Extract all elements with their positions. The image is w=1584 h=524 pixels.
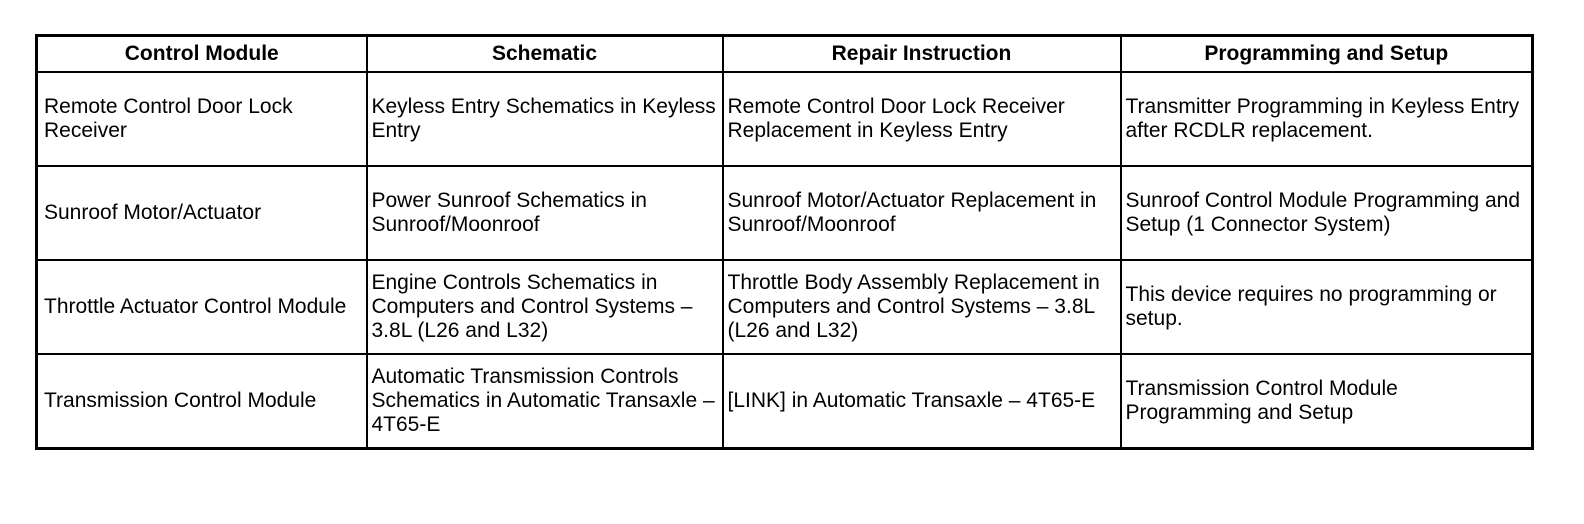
table-row (37, 260, 1533, 354)
cell-control-module: Throttle Actuator Control Module (37, 260, 367, 354)
header-control-module: Control Module (37, 36, 367, 73)
header-programming-and-setup: Programming and Setup (1121, 36, 1533, 73)
cell-schematic: Power Sunroof Schematics in Sunroof/Moonroof (367, 166, 723, 260)
header-repair-instruction: Repair Instruction (723, 36, 1121, 73)
header-schematic: Schematic (367, 36, 723, 73)
cell-control-module: Remote Control Door Lock Receiver (37, 72, 367, 166)
cell-control-module: Transmission Control Module (37, 354, 367, 449)
cell-control-module: Sunroof Motor/Actuator (37, 166, 367, 260)
cell-programming-and-setup: Sunroof Control Module Programming and Setup (1 Connector System) (1121, 166, 1533, 260)
cell-schematic: Keyless Entry Schematics in Keyless Entry (367, 72, 723, 166)
cell-programming-and-setup: This device requires no programming or setup. (1121, 260, 1533, 354)
table-row (37, 354, 1533, 449)
cell-repair-instruction: Throttle Body Assembly Replacement in Computers and Control Systems – 3.8L (L26 and L32) (723, 260, 1121, 354)
cell-programming-and-setup: Transmission Control Module Programming and Setup (1121, 354, 1533, 449)
cell-repair-instruction: Sunroof Motor/Actuator Replacement in Sunroof/Moonroof (723, 166, 1121, 260)
cell-repair-instruction: Remote Control Door Lock Receiver Replacement in Keyless Entry (723, 72, 1121, 166)
cell-repair-instruction[interactable]: [LINK] in Automatic Transaxle – 4T65-E (723, 354, 1121, 449)
cell-schematic: Engine Controls Schematics in Computers and Control Systems – 3.8L (L26 and L32) (367, 260, 723, 354)
table-header-row (37, 36, 1533, 73)
table-row (37, 166, 1533, 260)
control-module-table (35, 34, 1534, 450)
table-row (37, 72, 1533, 166)
cell-programming-and-setup: Transmitter Programming in Keyless Entry after RCDLR replacement. (1121, 72, 1533, 166)
cell-schematic: Automatic Transmission Controls Schematics in Automatic Transaxle – 4T65-E (367, 354, 723, 449)
